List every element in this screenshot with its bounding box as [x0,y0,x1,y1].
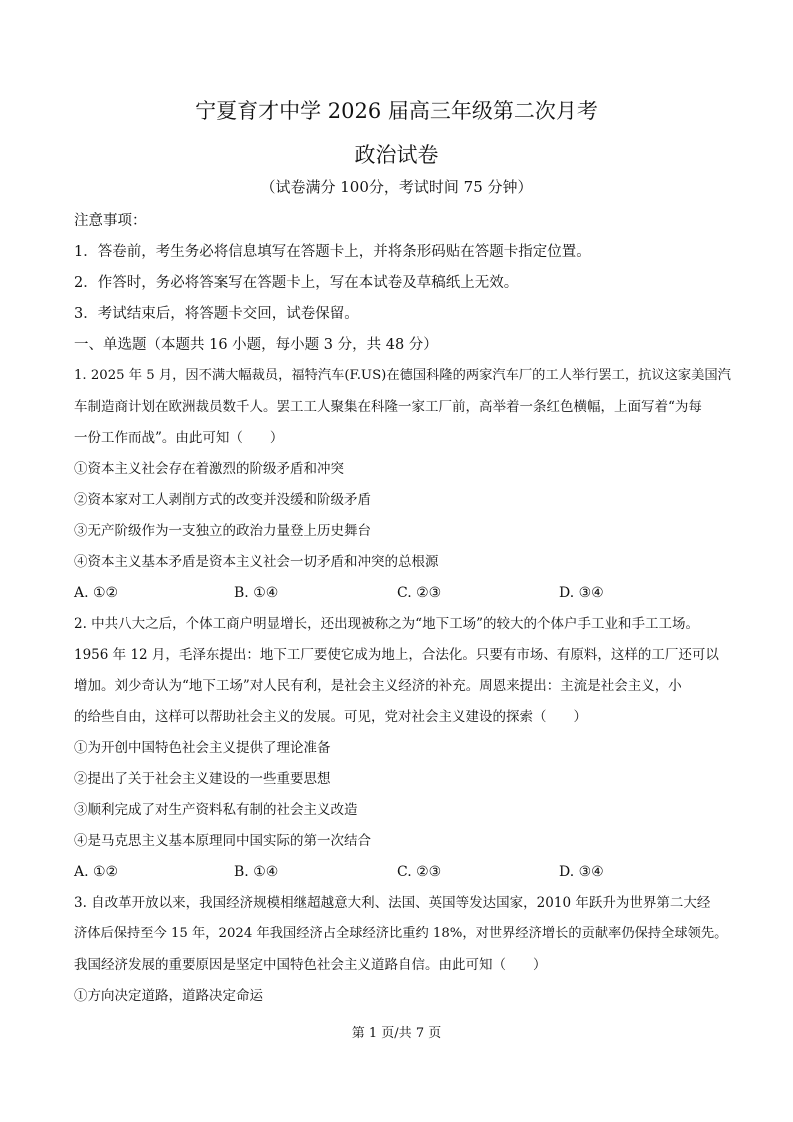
question-2-text: 2. 中共八大之后，个体工商户明显增长，还出现被称之为“地下工场”的较大的个体户手工业和手工工场。 [74,616,699,632]
question-2-text: 的给些自由，这样可以帮助社会主义的发展。可见，党对社会主义建设的探索（ ） [74,709,587,725]
exam-note: （试卷满分 100分，考试时间 75 分钟） [260,178,533,196]
question-2-text: 增加。刘少奇认为“地下工场”对人民有利，是社会主义经济的补充。周恩来提出：主流是社会主义，小 [74,678,682,694]
question-1-text: 车制造商计划在欧洲裁员数千人。罢工工人聚集在科隆一家工厂前，高举着一条红色横幅，上面写着“为每 [74,399,702,415]
question-1-option-a: A. ①② [74,585,119,601]
question-1-statement: ④资本主义基本矛盾是资本主义社会一切矛盾和冲突的总根源 [74,554,439,570]
notice-heading: 注意事项： [74,213,147,229]
section-heading: 一、单选题（本题共 16 小题，每小题 3 分，共 48 分） [74,337,438,353]
question-3-text: 我国经济发展的重要原因是坚定中国特色社会主义道路自信。由此可知（ ） [74,957,547,973]
question-2-statement: ①为开创中国特色社会主义提供了理论准备 [74,740,331,756]
notice-item: 1．答卷前，考生务必将信息填写在答题卡上，并将条形码贴在答题卡指定位置。 [74,244,591,260]
question-3-text: 3. 自改革开放以来，我国经济规模相继超越意大利、法国、英国等发达国家，2010 年跃升为世界第二大经 [74,895,711,911]
page-footer: 第 1 页/共 7 页 [351,1026,442,1041]
question-3-statement: ①方向决定道路，道路决定命运 [74,988,263,1004]
question-2-statement: ②提出了关于社会主义建设的一些重要思想 [74,771,331,787]
question-2-statement: ④是马克思主义基本原理同中国实际的第一次结合 [74,833,371,849]
exam-subject: 政治试卷 [354,143,439,167]
question-1-statement: ②资本家对工人剥削方式的改变并没缓和阶级矛盾 [74,492,371,508]
question-1-text: 一份工作而战”。由此可知（ ） [74,430,284,446]
question-2-option-a: A. ①② [74,864,119,880]
notice-item: 2．作答时，务必将答案写在答题卡上，写在本试卷及草稿纸上无效。 [74,275,519,291]
question-2-option-d: D. ③④ [559,864,604,880]
question-2-option-b: B. ①④ [234,864,279,880]
question-2-statement: ③顺利完成了对生产资料私有制的社会主义改造 [74,802,358,818]
question-3-text: 济体后保持至今 15 年，2024 年我国经济占全球经济比重约 18%，对世界经济增长的贡献率仍保持全球领先。 [74,926,728,941]
question-1-text: 1. 2025 年 5 月，因不满大幅裁员，福特汽车(F.US)在德国科隆的两家汽车厂的工人举行罢工，抗议这家美国汽 [74,368,731,383]
question-1-option-c: C. ②③ [397,585,442,601]
exam-title: 宁夏育才中学 2026 届高三年级第二次月考 [195,99,598,123]
question-2-text: 1956 年 12 月，毛泽东提出：地下工厂要使它成为地上，合法化。只要有市场、有原料，这样的工厂还可以 [74,647,719,663]
question-1-option-b: B. ①④ [234,585,279,601]
notice-item: 3．考试结束后，将答题卡交回，试卷保留。 [74,306,359,322]
question-2-option-c: C. ②③ [397,864,442,880]
question-1-statement: ①资本主义社会存在着激烈的阶级矛盾和冲突 [74,461,344,477]
question-1-option-d: D. ③④ [559,585,604,601]
question-1-statement: ③无产阶级作为一支独立的政治力量登上历史舞台 [74,523,371,539]
